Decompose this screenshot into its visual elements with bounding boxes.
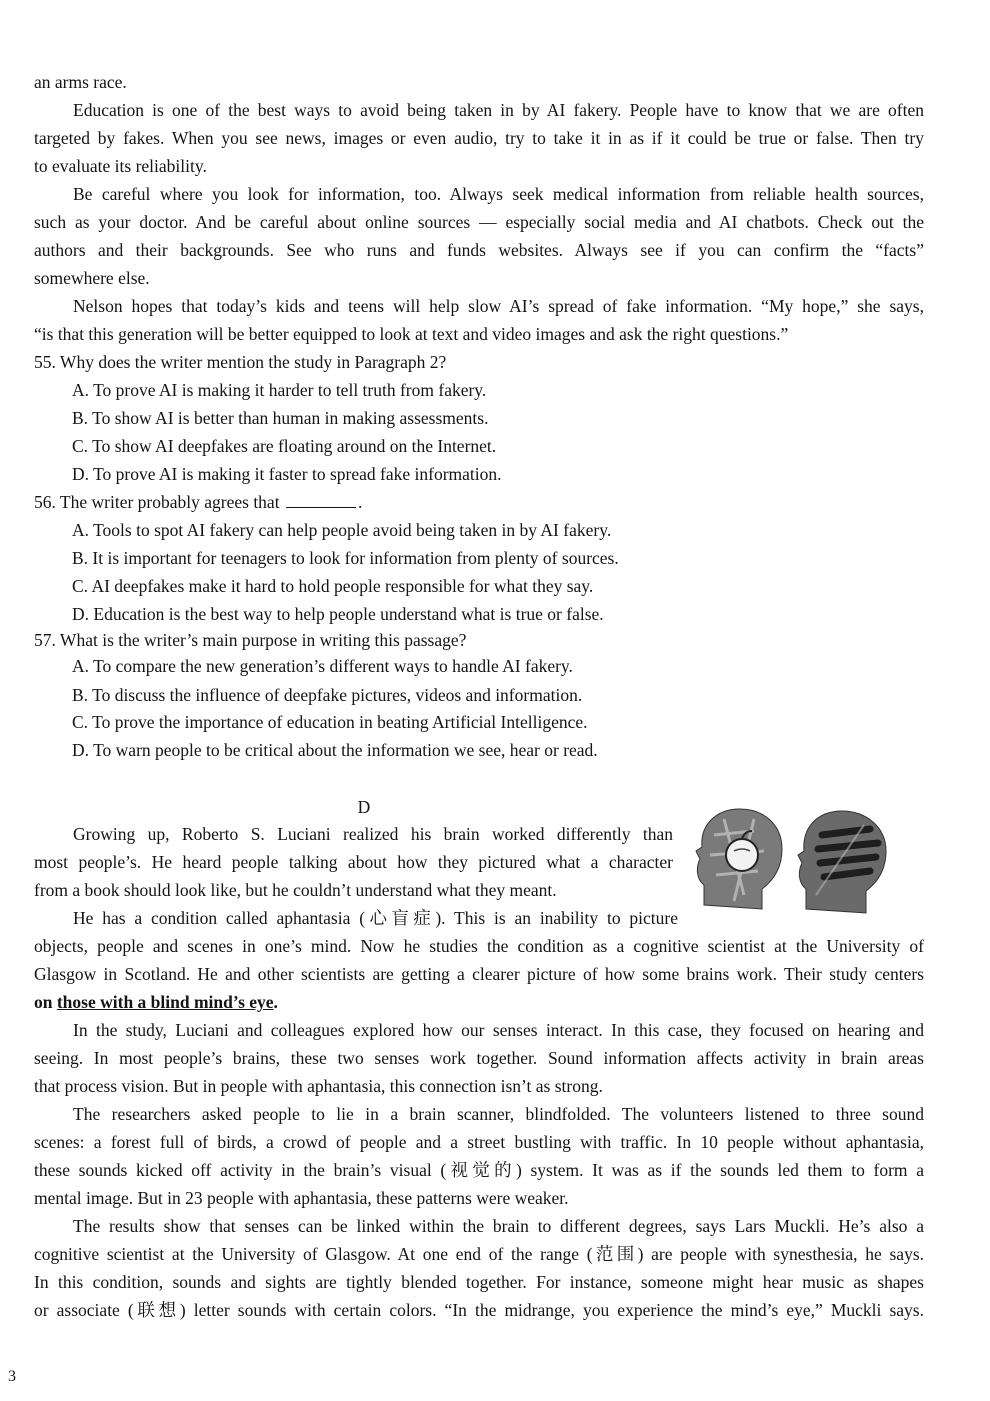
section-heading: D bbox=[357, 797, 371, 817]
paragraph-line: somewhere else. bbox=[34, 268, 150, 288]
answer-option: A. To prove AI is making it harder to tell truth from fakery. bbox=[72, 380, 487, 400]
paragraph-line: In the study, Luciani and colleagues explored how our senses interact. In this case, they focused on hearing and bbox=[73, 1020, 924, 1040]
paragraph-line: targeted by fakes. When you see news, images or even audio, try to take it in as if it could be true or false. Then try bbox=[34, 128, 924, 148]
answer-option: B. To show AI is better than human in making assessments. bbox=[72, 408, 489, 428]
paragraph-line: He has a condition called aphantasia (心盲症). This is an inability to picture bbox=[73, 908, 678, 928]
aphantasia-illustration bbox=[694, 805, 894, 917]
question-stem: 55. Why does the writer mention the study in Paragraph 2? bbox=[34, 352, 447, 372]
question-stem-text: 56. The writer probably agrees that bbox=[34, 492, 280, 512]
paragraph-line: Be careful where you look for information, too. Always seek medical information from reliable health sources, bbox=[73, 184, 924, 204]
paragraph-line: Glasgow in Scotland. He and other scientists are getting a clearer picture of how some brains work. Their study centers bbox=[34, 964, 924, 984]
head-with-scribble-icon bbox=[798, 811, 886, 913]
answer-option: D. To prove AI is making it faster to spread fake information. bbox=[72, 464, 502, 484]
paragraph-line: such as your doctor. And be careful about online sources — especially social media and AI chatbots. Check out the bbox=[34, 212, 924, 232]
answer-option: B. It is important for teenagers to look for information from plenty of sources. bbox=[72, 548, 619, 568]
paragraph-line: cognitive scientist at the University of Glasgow. At one end of the range (范围) are people with synesthesia, he says. bbox=[34, 1244, 924, 1264]
paragraph-line: mental image. But in 23 people with aphantasia, these patterns were weaker. bbox=[34, 1188, 569, 1208]
text-span: . bbox=[273, 992, 278, 1012]
paragraph-line: or associate (联想) letter sounds with certain colors. “In the midrange, you experience the mind’s eye,” Muckli says. bbox=[34, 1300, 924, 1320]
paragraph-line: from a book should look like, but he couldn’t understand what they meant. bbox=[34, 880, 557, 900]
underlined-phrase: those with a blind mind’s eye bbox=[56, 992, 274, 1012]
paragraph-line: seeing. In most people’s brains, these two senses work together. Sound information affects activity in brain areas bbox=[34, 1048, 924, 1068]
paragraph-line: these sounds kicked off activity in the brain’s visual (视觉的) system. It was as if the sounds led them to form a bbox=[34, 1160, 924, 1180]
question-stem: 57. What is the writer’s main purpose in writing this passage? bbox=[34, 630, 467, 650]
answer-option: C. AI deepfakes make it hard to hold people responsible for what they say. bbox=[72, 576, 594, 596]
paragraph-line: to evaluate its reliability. bbox=[34, 156, 207, 176]
answer-option: C. To prove the importance of education in beating Artificial Intelligence. bbox=[72, 712, 588, 732]
paragraph-line: authors and their backgrounds. See who runs and funds websites. Always see if you can confirm the “facts” bbox=[34, 240, 924, 260]
answer-option: D. Education is the best way to help people understand what is true or false. bbox=[72, 604, 604, 624]
paragraph-line: “is that this generation will be better equipped to look at text and video images and ask the right questions.” bbox=[34, 324, 789, 344]
paragraph-line bbox=[34, 988, 924, 1016]
paragraph-line: objects, people and scenes in one’s mind. Now he studies the condition as a cognitive scientist at the University of bbox=[34, 936, 924, 956]
answer-blank bbox=[286, 489, 356, 508]
answer-option: B. To discuss the influence of deepfake pictures, videos and information. bbox=[72, 685, 583, 705]
page-number: 3 bbox=[8, 1368, 16, 1385]
paragraph-line: Growing up, Roberto S. Luciani realized his brain worked differently than bbox=[73, 824, 673, 844]
paragraph-line: The results show that senses can be linked within the brain to different degrees, says Lars Muckli. He’s also a bbox=[73, 1216, 924, 1236]
paragraph-line: The researchers asked people to lie in a brain scanner, blindfolded. The volunteers listened to three sound bbox=[73, 1104, 924, 1124]
head-with-apple-icon bbox=[696, 809, 782, 909]
answer-option: A. Tools to spot AI fakery can help people avoid being taken in by AI fakery. bbox=[72, 520, 612, 540]
answer-option: A. To compare the new generation’s different ways to handle AI fakery. bbox=[72, 656, 573, 676]
paragraph-line: most people’s. He heard people talking about how they pictured what a character bbox=[34, 852, 673, 872]
answer-option: C. To show AI deepfakes are floating around on the Internet. bbox=[72, 436, 497, 456]
paragraph-line: scenes: a forest full of birds, a crowd of people and a street bustling with traffic. In 10 people without aphantasia, bbox=[34, 1132, 924, 1152]
question-stem bbox=[34, 488, 924, 516]
top-fragment: an arms race. bbox=[34, 72, 127, 92]
paragraph-line: In this condition, sounds and sights are tightly blended together. For instance, someone might hear music as shapes bbox=[34, 1272, 924, 1292]
paragraph-line: Education is one of the best ways to avoid being taken in by AI fakery. People have to know that we are often bbox=[73, 100, 924, 120]
text-span: on bbox=[34, 992, 57, 1012]
paragraph-line: Nelson hopes that today’s kids and teens will help slow AI’s spread of fake information. “My hope,” she says, bbox=[73, 296, 924, 316]
question-stem-end: . bbox=[357, 492, 363, 512]
paragraph-line: that process vision. But in people with aphantasia, this connection isn’t as strong. bbox=[34, 1076, 603, 1096]
answer-option: D. To warn people to be critical about the information we see, hear or read. bbox=[72, 740, 598, 760]
